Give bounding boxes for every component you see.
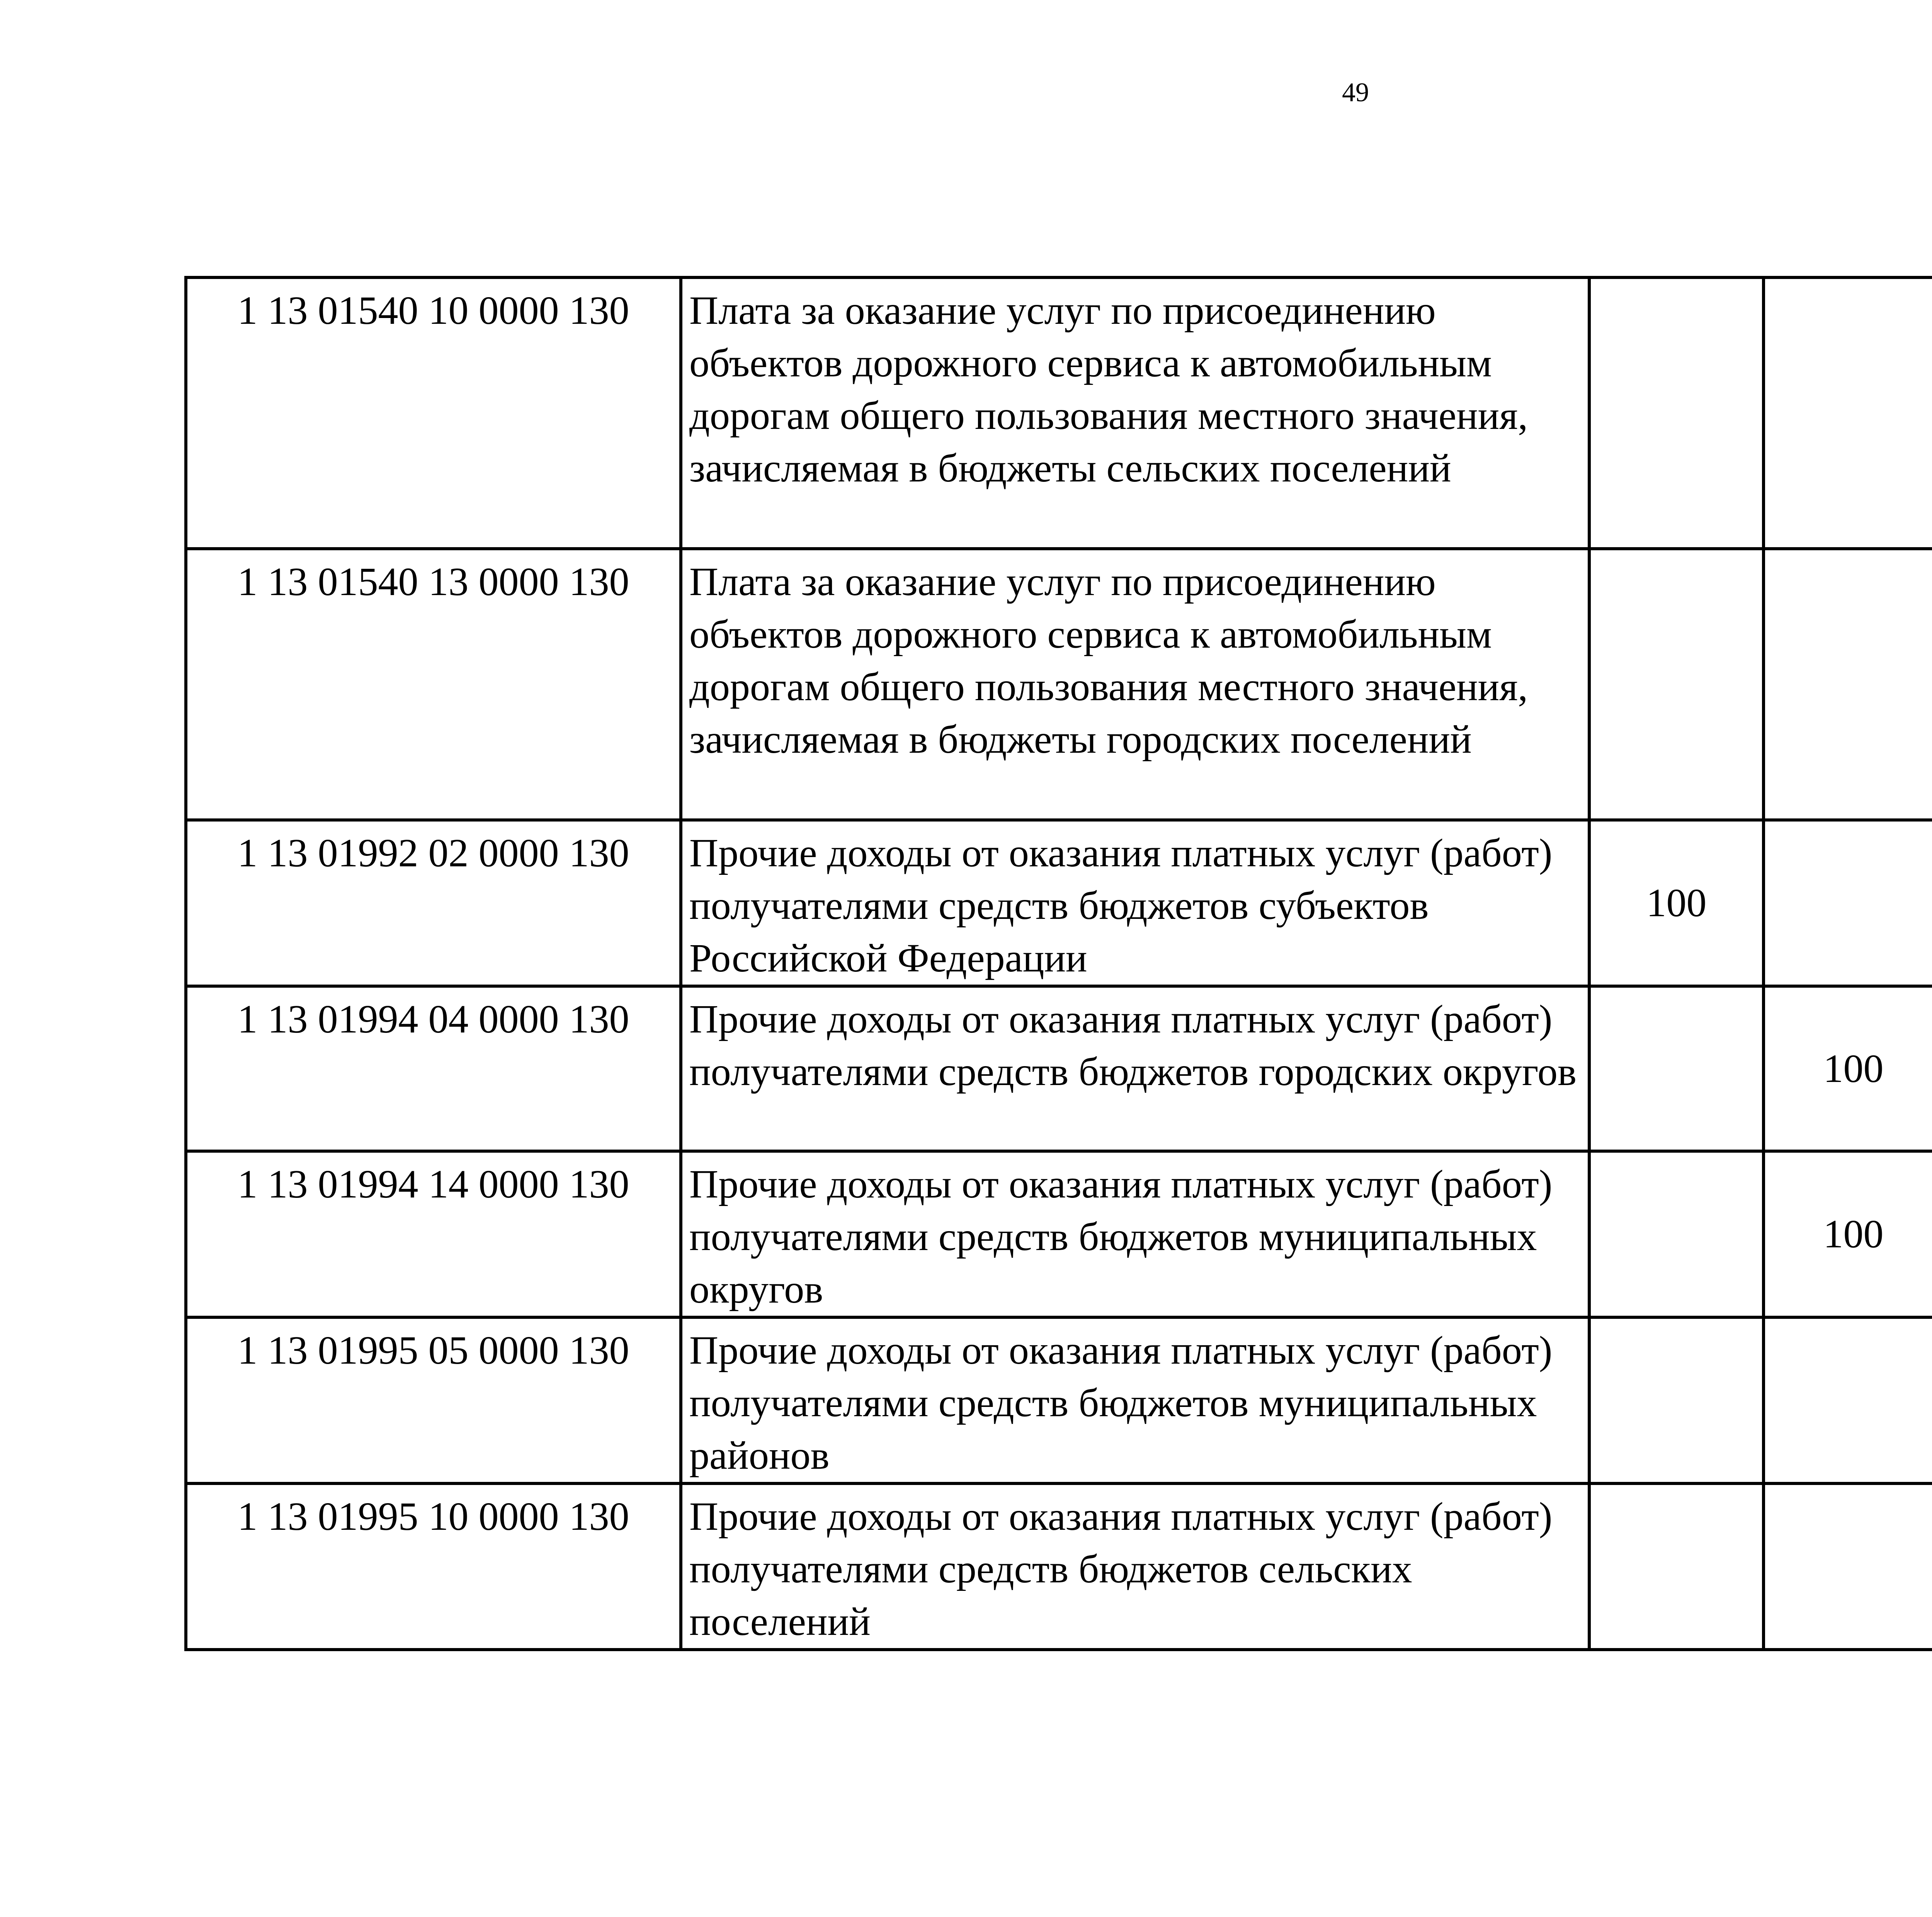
budget-code-cell: 1 13 01992 02 0000 130	[186, 820, 681, 986]
share-cell-col1	[1589, 1483, 1764, 1650]
share-cell-col2: 100	[1764, 986, 1932, 1151]
revenue-description-cell: Прочие доходы от оказания платных услуг (работ) получателями средств бюджетов сельских поселений	[681, 1483, 1589, 1650]
budget-code-cell: 1 13 01540 13 0000 130	[186, 549, 681, 820]
table-row	[186, 1483, 1932, 1650]
share-cell-col2	[1764, 1483, 1932, 1650]
revenue-description-cell: Прочие доходы от оказания платных услуг (работ) получателями средств бюджетов муниципальных районов	[681, 1317, 1589, 1483]
revenue-description-cell: Прочие доходы от оказания платных услуг (работ) получателями средств бюджетов субъектов Российской Федерации	[681, 820, 1589, 986]
share-cell-col1	[1589, 1317, 1764, 1483]
revenue-description-cell: Плата за оказание услуг по присоединению объектов дорожного сервиса к автомобильным дорогам общего пользования местного значения, зачисляемая в бюджеты городских поселений	[681, 549, 1589, 820]
table-row	[186, 549, 1932, 820]
revenue-description-cell: Прочие доходы от оказания платных услуг (работ) получателями средств бюджетов муниципальных округов	[681, 1151, 1589, 1317]
budget-code-cell: 1 13 01540 10 0000 130	[186, 277, 681, 549]
revenue-distribution-table	[184, 276, 1932, 1651]
table-row	[186, 820, 1932, 986]
share-cell-col1	[1589, 549, 1764, 820]
table-row	[186, 986, 1932, 1151]
share-cell-col2	[1764, 1317, 1932, 1483]
share-cell-col2: 100	[1764, 1151, 1932, 1317]
page-number: 49	[1342, 78, 1369, 107]
revenue-description-cell: Плата за оказание услуг по присоединению объектов дорожного сервиса к автомобильным дорогам общего пользования местного значения, зачисляемая в бюджеты сельских поселений	[681, 277, 1589, 549]
budget-code-cell: 1 13 01994 14 0000 130	[186, 1151, 681, 1317]
table-row	[186, 277, 1932, 549]
share-cell-col1	[1589, 986, 1764, 1151]
table-row	[186, 1151, 1932, 1317]
share-cell-col1	[1589, 277, 1764, 549]
budget-code-cell: 1 13 01995 05 0000 130	[186, 1317, 681, 1483]
share-cell-col1: 100	[1589, 820, 1764, 986]
budget-code-cell: 1 13 01994 04 0000 130	[186, 986, 681, 1151]
budget-code-cell: 1 13 01995 10 0000 130	[186, 1483, 681, 1650]
table-row	[186, 1317, 1932, 1483]
share-cell-col2	[1764, 549, 1932, 820]
share-cell-col2	[1764, 277, 1932, 549]
share-cell-col2	[1764, 820, 1932, 986]
share-cell-col1	[1589, 1151, 1764, 1317]
revenue-description-cell: Прочие доходы от оказания платных услуг (работ) получателями средств бюджетов городских округов	[681, 986, 1589, 1151]
